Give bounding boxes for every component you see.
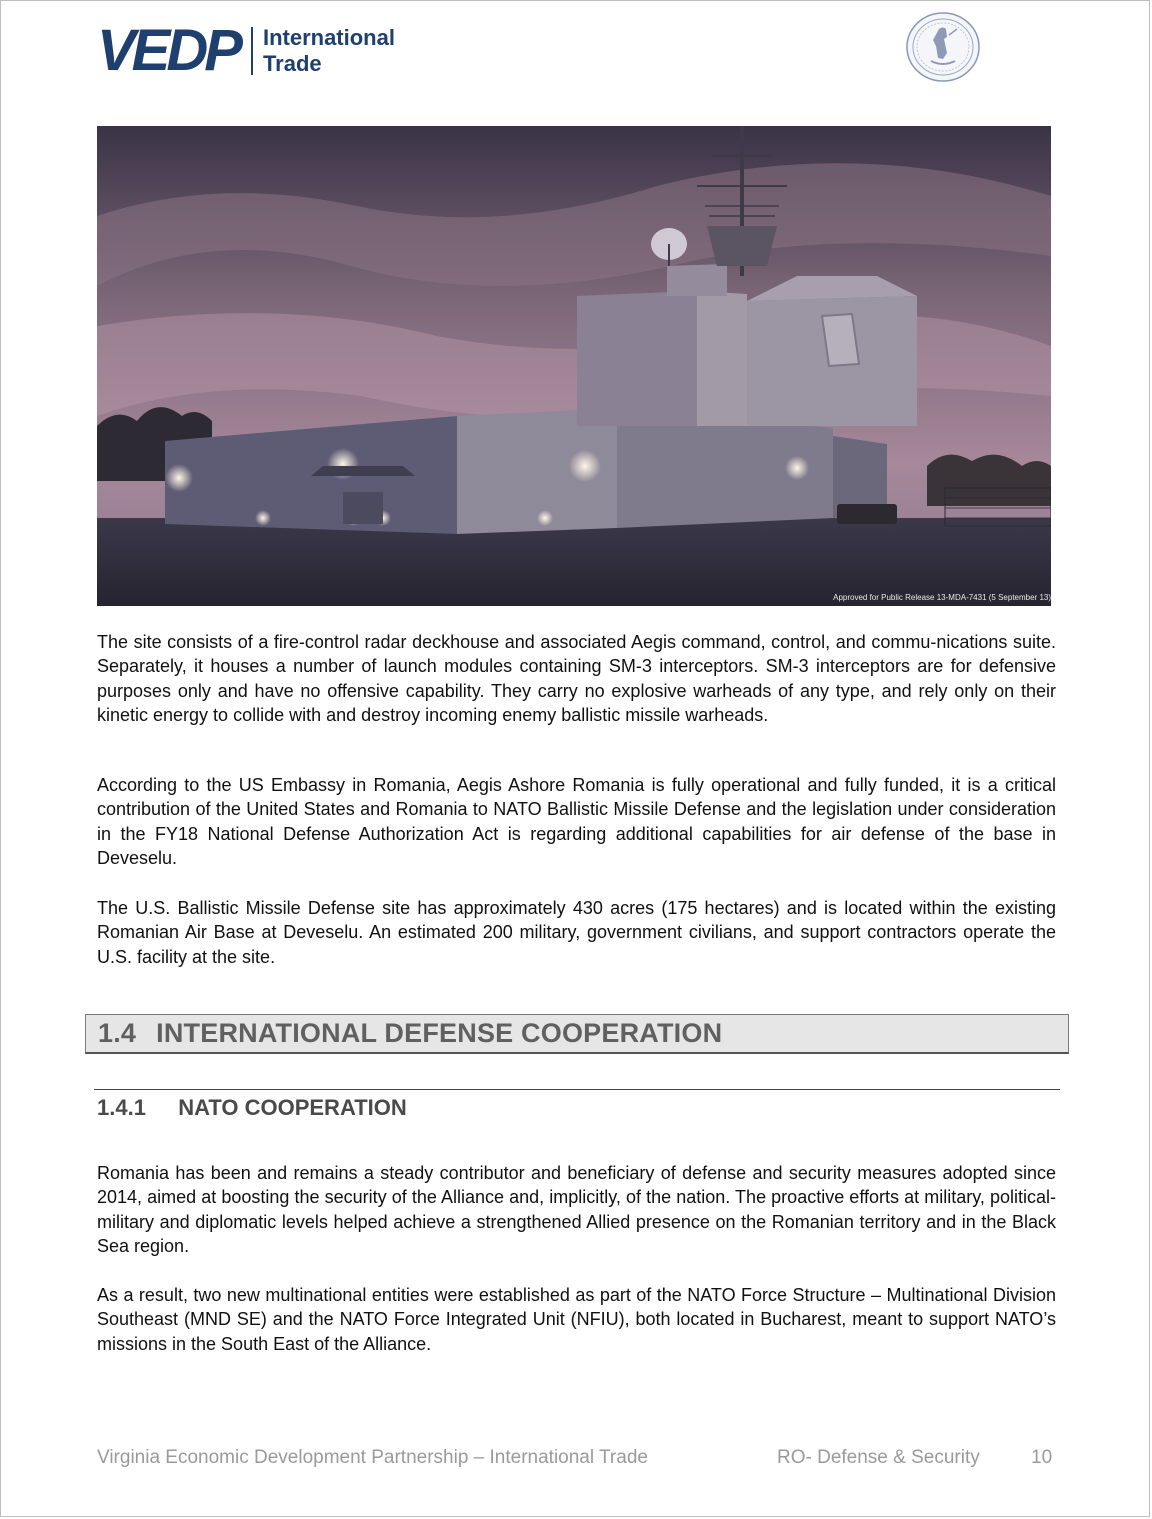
footer-organization: Virginia Economic Development Partnership – International Trade (97, 1447, 648, 1468)
paragraph-romania-contributor: Romania has been and remains a steady contributor and beneficiary of defense and security measures adopted since 2014, aimed at boosting the security of the Alliance and, implicitly, of the nation. The proactive efforts at military, political-military and diplomatic levels helped achieve a strengthened Allied presence on the Romanian territory and in the Black Sea region. (97, 1163, 1056, 1257)
subsection-title: NATO COOPERATION (178, 1095, 407, 1120)
aegis-ashore-photo (97, 126, 1051, 606)
footer-document-title: RO- Defense & Security (777, 1447, 980, 1468)
subsection-number: 1.4.1 (97, 1095, 146, 1120)
paragraph-site-size: The U.S. Ballistic Missile Defense site has approximately 430 acres (175 hectares) and is located within the existing Romanian Air Base at Deveselu. An estimated 200 military, government civilians, and support contractors operate the U.S. facility at the site. (97, 898, 1056, 967)
section-heading (85, 1014, 1069, 1054)
logo-subtitle (263, 25, 395, 77)
section-title: INTERNATIONAL DEFENSE COOPERATION (156, 1018, 723, 1048)
logo-subtitle-line2: Trade (262, 51, 322, 76)
logo-wordmark: VEDP (97, 18, 239, 83)
logo-divider (251, 27, 253, 75)
subsection-rule (94, 1089, 1060, 1090)
subsection-heading (97, 1095, 407, 1121)
section-number: 1.4 (98, 1018, 137, 1048)
paragraph-site-description: The site consists of a fire-control radar deckhouse and associated Aegis command, control, and commu-nications suite. Separately, it houses a number of launch modules containing SM-3 interceptors. SM-3 interceptors are for defensive purposes only and have no offensive capability. They carry no explosive warheads of any type, and rely only on their kinetic energy to collide with and destroy incoming enemy ballistic missile warheads. (97, 632, 1056, 726)
logo-subtitle-line1: International (262, 25, 395, 50)
virginia-seal-icon (905, 11, 981, 83)
paragraph-multinational-entities: As a result, two new multinational entities were established as part of the NATO Force Structure – Multinational Division Southeast (MND SE) and the NATO Force Integrated Unit (NFIU), both located in Bucharest, meant to support NATO’s missions in the South East of the Alliance. (97, 1285, 1056, 1354)
footer-page-number: 10 (1031, 1447, 1053, 1468)
photo-credit: Approved for Public Release 13-MDA-7431 (5 September 13) (833, 593, 1051, 602)
paragraph-us-embassy: According to the US Embassy in Romania, Aegis Ashore Romania is fully operational and fully funded, it is a critical contribution of the United States and Romania to NATO Ballistic Missile Defense and the legislation under consideration in the FY18 National Defense Authorization Act is regarding additional capabilities for air defense of the base in Deveselu. (97, 775, 1056, 869)
vedp-logo (97, 18, 395, 83)
